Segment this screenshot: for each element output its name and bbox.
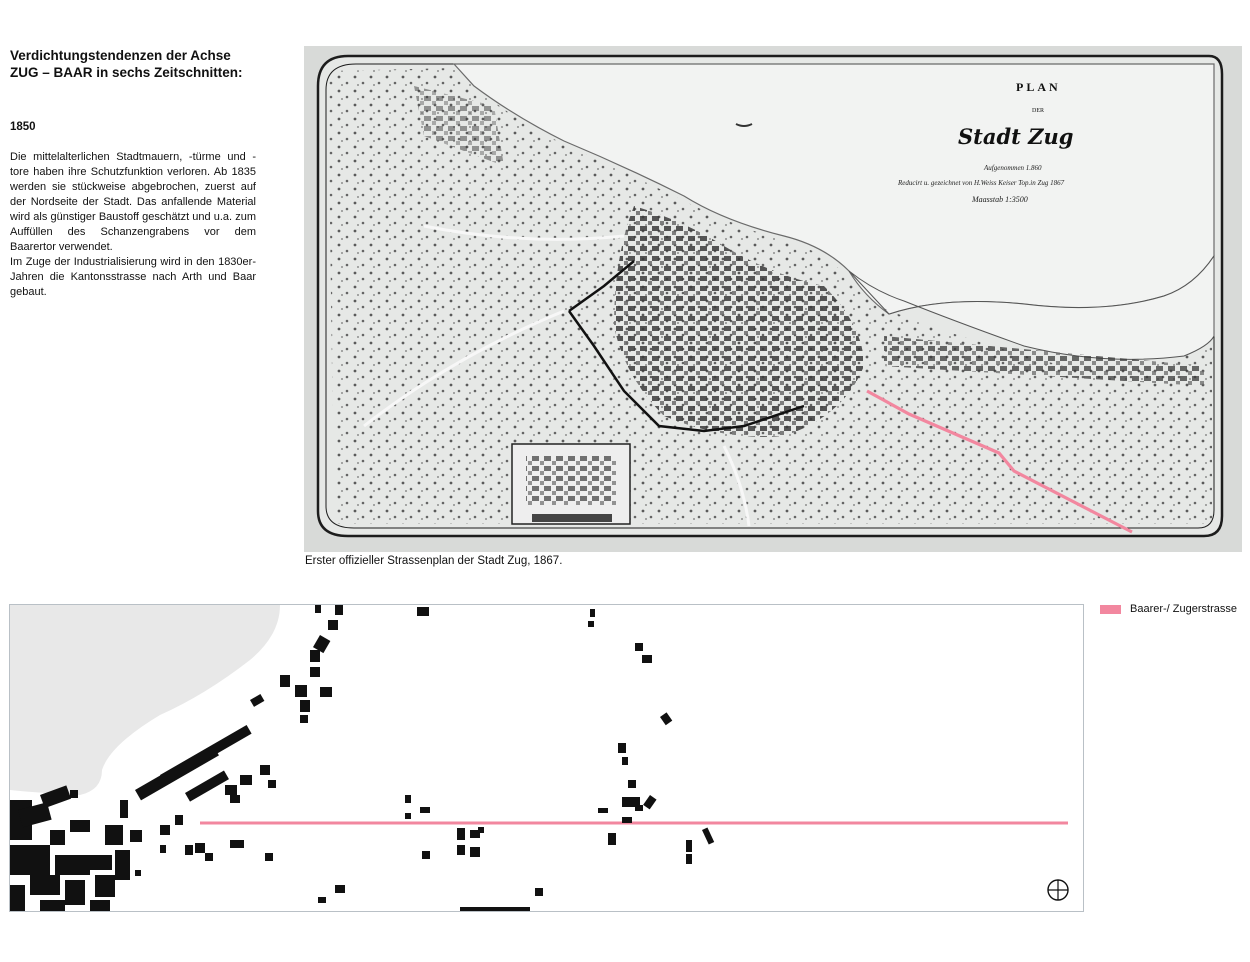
legend-swatch <box>1100 605 1121 614</box>
map-subtitle-2: Reducirt u. gezeichnet von H.Weiss Keiser Top.in Zug 1867 <box>898 179 1065 187</box>
paragraph-industrialization: Im Zuge der Industrialisierung wird in den 1830er-Jahren die Kantonsstrasse nach Arth und Baar gebaut. <box>10 256 256 298</box>
heading-line-2: ZUG – BAAR in sechs Zeitschnitten: <box>10 65 243 80</box>
map-subtitle-1: Aufgenommen 1.860 <box>984 164 1042 172</box>
map-title-der: DER <box>1032 108 1044 114</box>
map-title-plan: PLAN <box>1016 80 1061 94</box>
legend-label: Baarer-/ Zugerstrasse <box>1130 603 1237 615</box>
map-caption: Erster offizieller Strassenplan der Stadt Zug, 1867. <box>305 555 563 567</box>
map-legend <box>1100 603 1237 615</box>
modern-figure-ground-map <box>9 604 1084 912</box>
historic-city-map <box>304 46 1242 552</box>
north-arrow-icon <box>1048 880 1068 900</box>
lake-area <box>10 605 280 795</box>
page-heading <box>10 47 256 81</box>
paragraph-walls: Die mittelalterlichen Stadtmauern, -türme und -tore haben ihre Schutzfunktion verloren. Ab 1835 werden sie stückweise abgebrochen, zuerst auf der Nordseite der Stadt. Das anfallende Material wird als günstiger Baustoff geschätzt und u.a. zum Auffüllen des Schanzengrabens vor dem Baarertor verwendet. <box>10 151 256 253</box>
section-year: 1850 <box>10 121 36 133</box>
heading-line-1: Verdichtungstendenzen der Achse <box>10 48 231 63</box>
map-scale: Maasstab 1:3500 <box>972 195 1028 204</box>
section-description <box>10 150 256 300</box>
map-title-city: Stadt Zug <box>958 124 1074 149</box>
